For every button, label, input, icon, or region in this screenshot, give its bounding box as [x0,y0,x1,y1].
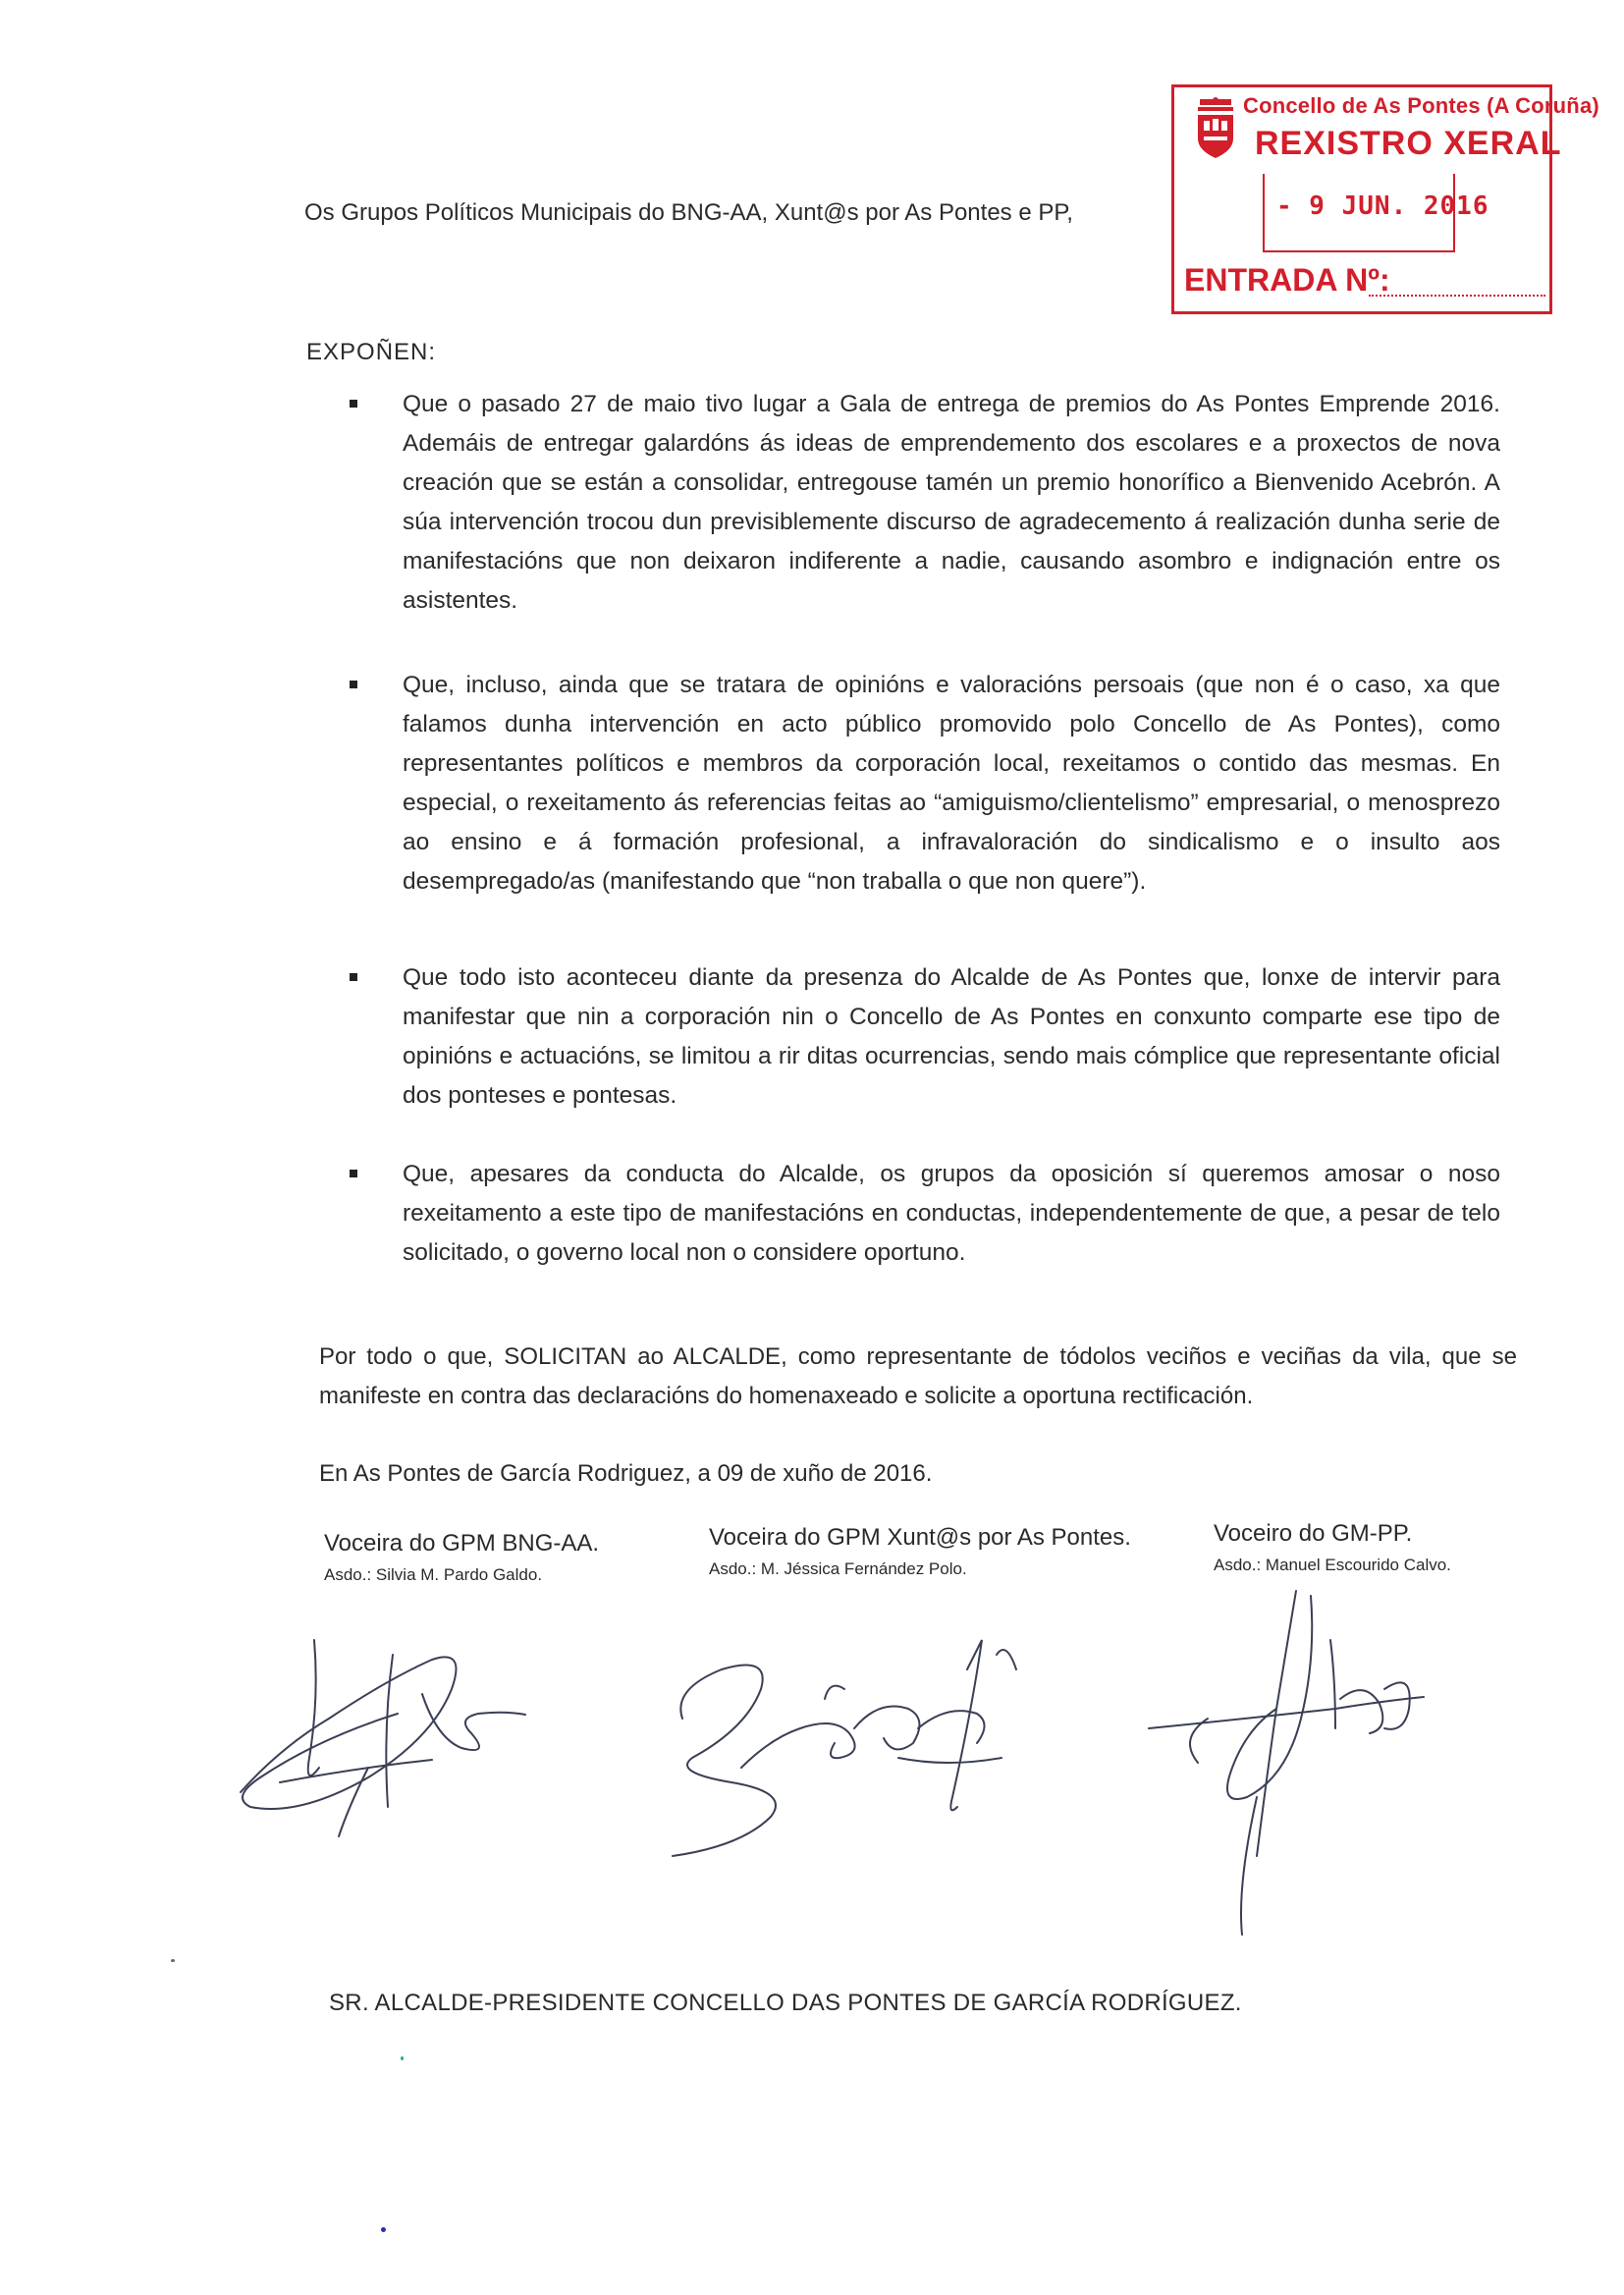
addressee: SR. ALCALDE-PRESIDENTE CONCELLO DAS PONTES DE GARCÍA RODRÍGUEZ. [329,1990,1242,2016]
bullet-text: Que o pasado 27 de maio tivo lugar a Gala de entrega de premios do As Pontes Emprende 2016. Ademáis de entregar galardóns ás ideas de emprendemento dos escolares e a proxectos de nova creación que se están a consolidar, entregouse tamén un premio honorífico a Bienvenido Acebrón. A súa intervención trocou dun previsiblemente discurso de agradecemento á realización dunha serie de manifestacións que non deixaron indiferente a nadie, causando asombro e indignación entre os asistentes. [403,391,1500,614]
closing-request: Por todo o que, SOLICITAN ao ALCALDE, como representante de tódolos veciños e veciñas da vila, que se manifeste en contra das declaracións do homenaxeado e solicite a oportuna rectificación. [319,1343,1517,1409]
signer-title: Voceira do GPM BNG-AA. [324,1530,600,1557]
signer-name: Asdo.: Manuel Escourido Calvo. [1214,1556,1451,1574]
scan-speck [171,1959,175,1962]
stamp-entry-label: ENTRADA Nº: [1184,262,1390,298]
stamp-entry-line [1369,295,1545,297]
signer-title: Voceiro do GM-PP. [1214,1520,1413,1547]
registry-stamp [1171,84,1599,314]
stamp-registry-title: REXISTRO XERAL [1255,125,1562,162]
bullet-text: Que, apesares da conducta do Alcalde, os grupos da oposición sí queremos amosar o noso rexeitamento a este tipo de manifestacións en conductas, independentemente de que, a pesar de telo solicitado, o governo local non o considere oportuno. [403,1161,1500,1266]
bullet-icon [350,400,357,408]
signature-pp [1149,1591,1424,1935]
bullet-icon [350,681,357,688]
scan-speck [381,2227,386,2232]
bullet-text: Que, incluso, ainda que se tratara de opinións e valoracións persoais (que non é o caso, xa que falamos dunha intervención en acto público promovido polo Concello de As Pontes), como representantes políticos e membros da corporación local, rexeitamos o contido das mesmas. En especial, o rexeitamento ás referencias feitas ao “amiguismo/clientelismo” empresarial, o menosprezo ao ensino e á formación profesional, a infravaloración do sindicalismo e o insulto aos desempregado/as (manifestando que “non traballa o que non quere”). [403,672,1500,895]
bullet-text: Que todo isto aconteceu diante da presenza do Alcalde de As Pontes que, lonxe de intervir para manifestar que nin a corporación nin o Concello de As Pontes en conxunto comparte ese tipo de opinións e actuacións, se limitou a rir ditas ocurrencias, sendo mais cómplice que representante oficial dos ponteses e pontesas. [403,964,1500,1109]
stamp-institution: Concello de As Pontes (A Coruña) [1243,93,1599,118]
signer-title: Voceira do GPM Xunt@s por As Pontes. [709,1524,1131,1551]
coat-of-arms-icon [1192,95,1239,164]
stamp-date: - 9 JUN. 2016 [1276,191,1489,221]
bullet-icon [350,973,357,981]
scan-speck [401,2056,404,2060]
signature-xuntas [673,1640,1016,1856]
place-date: En As Pontes de García Rodriguez, a 09 de xuño de 2016. [319,1460,933,1487]
signer-name: Asdo.: Silvia M. Pardo Galdo. [324,1565,543,1584]
intro-line: Os Grupos Políticos Municipais do BNG-AA, Xunt@s por As Pontes e PP, [304,199,1073,226]
signer-pp [1214,1518,1451,1577]
signer-bng [324,1528,599,1587]
bullet-icon [350,1170,357,1177]
signature-bng [221,1620,545,1846]
signer-name: Asdo.: M. Jéssica Fernández Polo. [709,1559,967,1578]
signer-xuntas [709,1522,1131,1581]
section-heading: EXPOÑEN: [306,339,437,365]
